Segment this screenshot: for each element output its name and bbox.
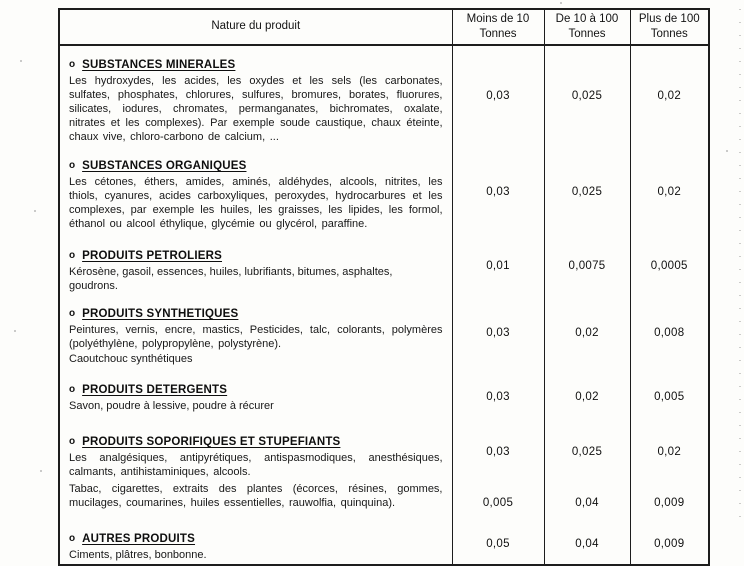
product-cell [59, 237, 452, 295]
section-description: Les hydroxydes, les acides, les oxydes et les sels (les carbonates, sulfates, phosphates, chlorures, sulfures, bromures, borates, fluorures, silicates, iodures, chromates, permanganates, bichromates, oxalate, nitrates et les complexes). Par exemple soude caustique, chaux éteinte, chaux vive, chloro-carbono de calcium, ... [69, 74, 443, 143]
section-title [69, 304, 443, 322]
section-description-extra: Caoutchouc synthétiques [69, 352, 193, 365]
rate-value: 0,005 [452, 481, 544, 525]
rate-value: 0,009 [630, 525, 709, 565]
scan-speck [560, 2, 562, 4]
rate-value: 0,03 [452, 45, 544, 147]
bullet-icon: o [69, 307, 76, 319]
section-heading: PRODUITS DETERGENTS [82, 383, 228, 396]
product-cell [59, 45, 452, 147]
scan-speck [14, 330, 16, 332]
section-description: Les analgésiques, antipyrétiques, antispasmodiques, anesthésiques, calmants, antihistaminiques, alcools. [69, 451, 443, 478]
bullet-icon: o [69, 383, 76, 395]
col-header-de-10-a-100: De 10 à 100 Tonnes [544, 9, 630, 45]
section-title [69, 156, 443, 174]
rate-value: 0,03 [452, 147, 544, 237]
bullet-icon: o [69, 249, 76, 261]
table-row [59, 525, 709, 565]
product-cell [59, 423, 452, 481]
scan-speck [40, 470, 42, 472]
col-header-nature-du-produit: Nature du produit [59, 9, 452, 45]
scan-speck [20, 60, 22, 62]
section-description: Les cétones, éthers, amides, aminés, aldéhydes, alcools, nitrites, les thiols, cyanures, acides carboxyliques, peroxydes, hydrocarbures et les complexes, par exemple les huiles, les graisses, les lipides, les formol, éthanol ou alcool éthylique, glycémie ou glycérol, paraffine. [69, 175, 443, 230]
rate-value: 0,025 [544, 45, 630, 147]
section-description: Ciments, plâtres, bonbonne. [69, 548, 207, 561]
table-row [59, 423, 709, 481]
table-row [59, 481, 709, 525]
bullet-icon: o [69, 435, 76, 447]
rate-value: 0,05 [452, 525, 544, 565]
rate-value: 0,008 [630, 295, 709, 371]
table-row [59, 237, 709, 295]
col-header-plus-de-100: Plus de 100 Tonnes [630, 9, 709, 45]
table-row [59, 371, 709, 423]
rate-value: 0,02 [544, 371, 630, 423]
rate-value: 0,02 [630, 45, 709, 147]
rate-value: 0,03 [452, 371, 544, 423]
rates-table [58, 8, 710, 566]
section-heading: SUBSTANCES MINERALES [82, 58, 236, 71]
section-title [69, 432, 443, 450]
bullet-icon: o [69, 58, 76, 70]
rate-value: 0,005 [630, 371, 709, 423]
table-row [59, 45, 709, 147]
product-cell [59, 371, 452, 423]
section-title [69, 380, 443, 398]
rate-value: 0,04 [544, 525, 630, 565]
rate-value: 0,03 [452, 423, 544, 481]
bullet-icon: o [69, 532, 76, 544]
rate-value: 0,0005 [630, 237, 709, 295]
rate-value: 0,009 [630, 481, 709, 525]
section-title [69, 55, 443, 73]
scan-speck [34, 210, 36, 212]
section-heading: PRODUITS SOPORIFIQUES ET STUPEFIANTS [82, 435, 341, 448]
rate-value: 0,025 [544, 423, 630, 481]
rate-value: 0,025 [544, 147, 630, 237]
rate-value: 0,03 [452, 295, 544, 371]
rate-value: 0,0075 [544, 237, 630, 295]
rate-value: 0,02 [630, 147, 709, 237]
section-title [69, 246, 443, 264]
section-heading: PRODUITS PETROLIERS [82, 249, 223, 262]
rate-value: 0,02 [630, 423, 709, 481]
col-header-moins-de-10: Moins de 10 Tonnes [452, 9, 544, 45]
header-row [59, 9, 709, 45]
table-row [59, 147, 709, 237]
section-description: Peintures, vernis, encre, mastics, Pesticides, talc, colorants, polymères (polyéthylène, polypropylène, polystyrène). [69, 323, 443, 350]
scan-speck [726, 150, 728, 152]
rate-value: 0,01 [452, 237, 544, 295]
rate-value: 0,04 [544, 481, 630, 525]
product-cell [59, 525, 452, 565]
scan-noise-strip [739, 4, 741, 524]
bullet-icon: o [69, 159, 76, 171]
section-heading: PRODUITS SYNTHETIQUES [82, 307, 239, 320]
section-description: Kérosène, gasoil, essences, huiles, lubrifiants, bitumes, asphaltes, goudrons. [69, 265, 393, 292]
product-cell [59, 147, 452, 237]
section-heading: AUTRES PRODUITS [82, 532, 196, 545]
table-row [59, 295, 709, 371]
product-cell [59, 295, 452, 371]
section-description: Tabac, cigarettes, extraits des plantes (écorces, résines, gommes, mucilages, coumarines, huiles essentielles, rauwolfia, quinquina). [69, 482, 443, 509]
product-cell [59, 481, 452, 525]
section-description: Savon, poudre à lessive, poudre à récurer [69, 399, 274, 412]
rate-value: 0,02 [544, 295, 630, 371]
section-heading: SUBSTANCES ORGANIQUES [82, 159, 247, 172]
